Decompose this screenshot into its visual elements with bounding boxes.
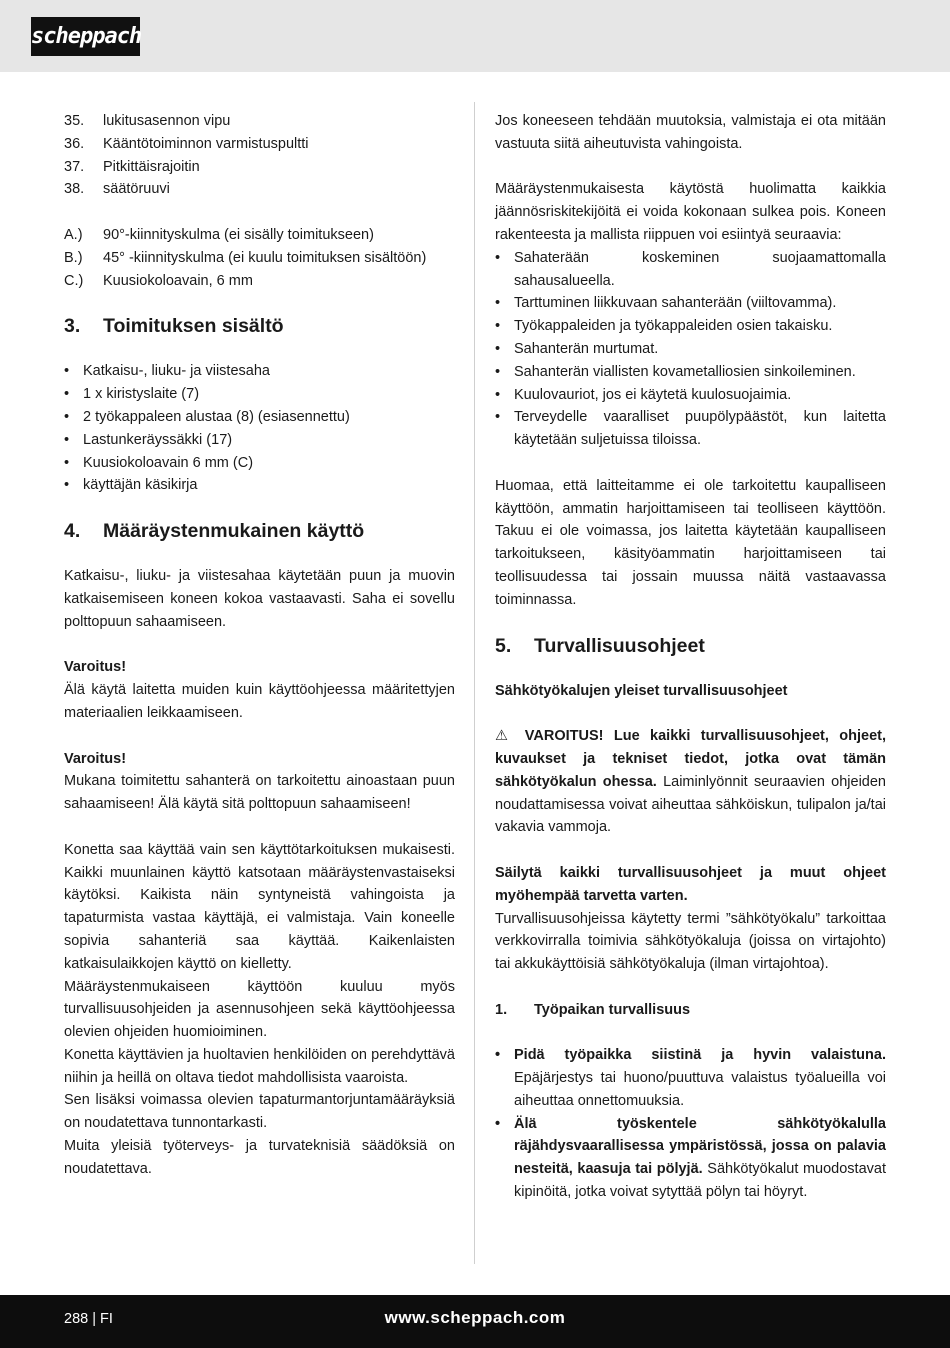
paragraph: Muita yleisiä työterveys- ja turvateknisiä säädöksiä on noudatettava. — [64, 1138, 455, 1177]
left-column — [64, 110, 455, 1181]
list-item: • Sahaterään koskeminen suojaamattomalla sahausalueella. — [495, 249, 886, 289]
subheading: Sähkötyökalujen yleiset turvallisuusohjeet — [495, 682, 788, 699]
paragraph: Älä käytä laitetta muiden kuin käyttöohjeessa määritettyjen materiaalien leikkaamiseen. — [64, 682, 455, 721]
warning-paragraph: ⚠ VAROITUS! Lue kaikki turvallisuusohjeet, ohjeet, kuvaukset ja tekniset tiedot, jotka ovat tämän sähkötyökalun ohessa. Laiminlyönnit seuraavien ohjeiden noudattamisessa voivat aiheuttaa sähköiskun, tulipalon ja/tai vakavia vammoja. — [495, 728, 886, 836]
right-column — [495, 110, 886, 1204]
page-header — [0, 0, 950, 72]
paragraph: Jos koneeseen tehdään muutoksia, valmistaja ei ota mitään vastuuta siitä aiheutuvista vahingoista. — [495, 113, 886, 152]
list-item: B.) 45° -kiinnityskulma (ei kuulu toimituksen sisältöön) — [64, 249, 427, 266]
column-divider — [474, 102, 475, 1264]
section-heading-4: 4. Määräystenmukainen käyttö — [64, 520, 365, 543]
list-item: • Sahanterän viallisten kovametalliosien sinkoileminen. — [495, 363, 856, 380]
list-item: 36. Kääntötoiminnon varmistuspultti — [64, 135, 309, 152]
list-item: • käyttäjän käsikirja — [64, 477, 198, 494]
warning-title: Varoitus! — [64, 750, 127, 767]
list-item: C.) Kuusiokoloavain, 6 mm — [64, 272, 253, 289]
list-item: • 1 x kiristyslaite (7) — [64, 386, 200, 403]
list-item: 37. Pitkittäisrajoitin — [64, 158, 200, 175]
list-item: 38. säätöruuvi — [64, 181, 170, 198]
list-item: A.) 90°-kiinnityskulma (ei sisälly toimitukseen) — [64, 226, 374, 243]
paragraph: Konetta käyttävien ja huoltavien henkilöiden on perehdyttävä niihin ja heillä on oltava tiedot mahdollisista vaaroista. — [64, 1046, 455, 1086]
paragraph: Katkaisu-, liuku- ja viistesahaa käytetään puun ja muovin katkaisemiseen koneen kokoa vastaavasti. Saha ei sovellu polttopuun sahaamiseen. — [64, 568, 455, 630]
paragraph: Määräystenmukaiseen käyttöön kuuluu myös turvallisuusohjeiden ja asennusohjeen sekä käyttöohjeessa olevien ohjeiden huomioiminen. — [64, 978, 455, 1041]
list-item: • Katkaisu-, liuku- ja viistesaha — [64, 363, 270, 380]
list-item: • Terveydelle vaaralliset puupölypäästöt, kun laitetta käytetään suljetuissa tiloissa. — [495, 409, 886, 449]
paragraph: Turvallisuusohjeissa käytetty termi ”sähkötyökalu” tarkoittaa verkkovirralla toimivia sähkötyökaluja (joissa on virtajohto) tai akkukäyttöisiä sähkötyökaluja (ilman virtajohtoa). — [495, 910, 886, 973]
list-item: • 2 työkappaleen alustaa (8) (esiasennettu) — [64, 408, 350, 425]
subsection-heading: 1. Työpaikan turvallisuus — [495, 1001, 691, 1018]
list-item: • Pidä työpaikka siistinä ja hyvin valaistuna. Epäjärjestys tai huono/puuttuva valaistus työalueilla voi aiheuttaa onnettomuuksia. — [495, 1047, 886, 1109]
list-item: • Kuulovauriot, jos ei käytetä kuulosuojaimia. — [495, 386, 792, 403]
list-item: • Tarttuminen liikkuvaan sahanterään (viiltovamma). — [495, 295, 837, 312]
section-heading-5: 5. Turvallisuusohjeet — [495, 634, 705, 657]
paragraph: Konetta saa käyttää vain sen käyttötarkoituksen mukaisesti. Kaikki muunlainen käyttö katsotaan määräystenvastaiseksi käytöksi. Kaikista näin syntyneistä vahingoista ja tapaturmista vastaa käyttäjä, ei valmistaja. Vain koneelle sopivia sahanteriä saa käyttää. Kaikenlaisten katkaisulaikkojen käyttö on kielletty. — [64, 841, 455, 972]
page-number: 288 | FI — [64, 1311, 113, 1327]
list-item: • Työkappaleiden ja työkappaleiden osien takaisku. — [495, 318, 833, 335]
list-item: • Kuusiokoloavain 6 mm (C) — [64, 454, 254, 471]
paragraph: Määräystenmukaisesta käytöstä huolimatta kaikkia jäännösriskitekijöitä ei voida kokonaan sulkea pois. Koneen rakenteesta ja mallista riippuen voi esiintyä seuraavia: — [495, 181, 886, 243]
list-item: • Lastunkeräyssäkki (17) — [64, 431, 233, 448]
section-heading-3: 3. Toimituksen sisältö — [64, 315, 284, 338]
paragraph: Mukana toimitettu sahanterä on tarkoitettu ainoastaan puun sahaamiseen! Älä käytä sitä polttopuun sahaamiseen! — [64, 773, 455, 813]
list-item: 35. lukitusasennon vipu — [64, 113, 231, 129]
paragraph: Säilytä kaikki turvallisuusohjeet ja muut ohjeet myöhempää tarvetta varten. — [495, 864, 886, 904]
page-footer — [0, 1295, 950, 1348]
warning-title: Varoitus! — [64, 659, 127, 676]
paragraph: Sen lisäksi voimassa olevien tapaturmantorjuntamääräyksiä on noudatettava tunnontarkasti. — [64, 1092, 455, 1132]
paragraph: Huomaa, että laitteitamme ei ole tarkoitettu kaupalliseen käyttöön, ammatin harjoittamiseen tai teolliseen käyttöön. Takuu ei ole voimassa, jos laitetta käytetään kaupalliseen tarkoitukseen, käsityöammatin harjoittamiseen tai teollisuudessa tai jossain muussa näitä vastaavassa toiminnassa. — [495, 477, 886, 608]
list-item: • Älä työskentele sähkötyökalulla räjähdysvaarallisessa ympäristössä, jossa on palavia nesteitä, kaasuja tai pölyjä. Sähkötyökalut muodostavat kipinöitä, jotka voivat sytyttää pölyn tai höyryt. — [495, 1115, 886, 1201]
list-item: • Sahanterän murtumat. — [495, 340, 659, 357]
website-url: www.scheppach.com — [384, 1308, 566, 1327]
warning-icon: ⚠ — [495, 728, 515, 745]
scheppach-logo: scheppach — [31, 17, 140, 56]
